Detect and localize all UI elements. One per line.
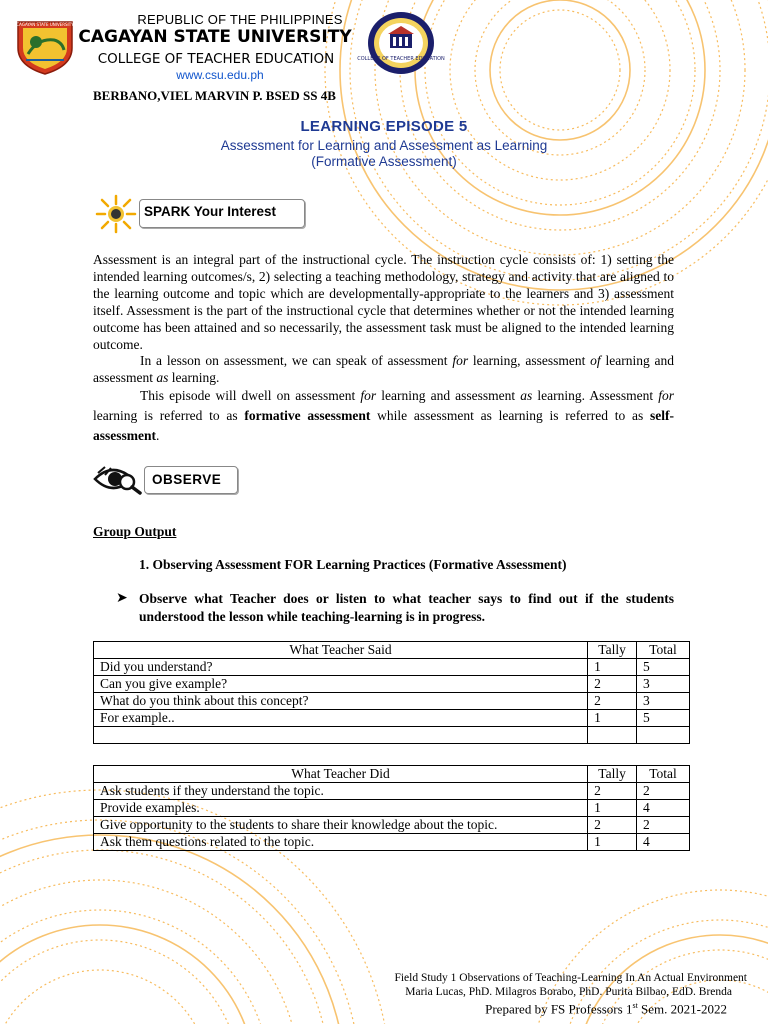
table-cell [637,727,690,744]
table-cell: 2 [588,676,637,693]
table-cell: 1 [588,659,637,676]
table-cell: 2 [588,817,637,834]
assessment-types-paragraph: In a lesson on assessment, we can speak of assessment for learning, assessment of learning and assessment as learning. [93,353,674,385]
table-header-cell: Total [637,766,690,783]
table-row [94,676,690,693]
table-cell: 2 [588,693,637,710]
intro-paragraph: Assessment is an integral part of the instructional cycle. The instruction cycle consists of: 1) setting the intended learning outcomes/s, 2) selecting a teaching methodology, strategy and activity that are aligned to the learning outcome and topic which are developmentally-appropriate to the learners and 3) assessment itself. Assessment is the part of the instructional cycle that determines whether or not the intended learning outcome has been attained and so necessarily, the assessment task must be aligned to the intended learning outcome. [93,252,674,352]
table-header-cell: What Teacher Said [94,642,588,659]
spark-label: SPARK Your Interest [144,204,277,219]
table-cell: 1 [588,710,637,727]
table-cell: 5 [637,710,690,727]
table-cell: 4 [637,834,690,851]
table-cell: 2 [637,817,690,834]
table-header-row [94,766,690,783]
svg-text:COLLEGE OF TEACHER EDUCATION: COLLEGE OF TEACHER EDUCATION [357,56,445,62]
table-cell: 4 [637,800,690,817]
table-cell: 2 [588,783,637,800]
teacher-did-table [93,765,690,851]
table-cell [588,727,637,744]
table-cell: Did you understand? [94,659,588,676]
table-cell: Provide examples. [94,800,588,817]
table-header-cell: Tally [588,642,637,659]
header-university: CAGAYAN STATE UNIVERSITY [78,27,352,47]
table-cell: What do you think about this concept? [94,693,588,710]
group-output-heading: Group Output [93,524,177,539]
episode-title: LEARNING EPISODE 5 [300,118,468,135]
episode-subtitle [0,138,768,170]
table-cell: 3 [637,693,690,710]
table-row-empty [94,727,690,744]
eye-magnifier-icon [93,463,143,495]
table-row [94,659,690,676]
table-row [94,834,690,851]
table-cell: For example.. [94,710,588,727]
student-name: BERBANO,VIEL MARVIN P. BSED SS 4B [93,88,336,103]
table-cell: Give opportunity to the students to share their knowledge about the topic. [94,817,588,834]
cte-seal-logo [357,10,445,76]
table-header-row [94,642,690,659]
table-cell: Can you give example? [94,676,588,693]
teacher-said-table [93,641,690,744]
table-row [94,783,690,800]
instruction-bullet: Observe what Teacher does or listen to what teacher says to find out if the students understood the lesson while teaching-learning is in progress. [139,591,674,624]
table-header-cell: Tally [588,766,637,783]
table-cell: 1 [588,834,637,851]
episode-focus-paragraph: This episode will dwell on assessment for learning and assessment as learning. Assessment for learning is referred to as formative assessment while assessment as learning is referred to as self-assessment. [93,388,674,443]
table-cell: Ask them questions related to the topic. [94,834,588,851]
svg-text:CAGAYAN STATE UNIVERSITY: CAGAYAN STATE UNIVERSITY [16,22,74,27]
footer-line3: Prepared by FS Professors 1st Sem. 2021-2022 [485,1001,727,1017]
table-row [94,693,690,710]
footer-line2: Maria Lucas, PhD. Milagros Borabo, PhD. Purita Bilbao, EdD. Brenda [405,986,732,998]
observing-heading: 1. Observing Assessment FOR Learning Practices (Formative Assessment) [139,557,567,572]
header-college: COLLEGE OF TEACHER EDUCATION [97,51,335,67]
table-cell: 5 [637,659,690,676]
table-cell: 1 [588,800,637,817]
sun-icon [95,194,137,234]
table-cell [94,727,588,744]
header-website-link[interactable]: www.csu.edu.ph [176,68,264,82]
footer-line1: Field Study 1 Observations of Teaching-Learning In An Actual Environment [394,972,747,984]
observe-label: OBSERVE [152,472,222,487]
table-cell: 3 [637,676,690,693]
table-row [94,710,690,727]
episode-subtitle-line2: (Formative Assessment) [311,154,457,169]
table-cell: 2 [637,783,690,800]
arrowhead-bullet-icon: ➤ [116,591,128,606]
table-row [94,800,690,817]
table-row [94,817,690,834]
table-header-cell: Total [637,642,690,659]
episode-subtitle-line1: Assessment for Learning and Assessment as Learning [220,138,548,153]
table-cell: Ask students if they understand the topic. [94,783,588,800]
header-republic: REPUBLIC OF THE PHILIPPINES [137,12,343,27]
table-header-cell: What Teacher Did [94,766,588,783]
